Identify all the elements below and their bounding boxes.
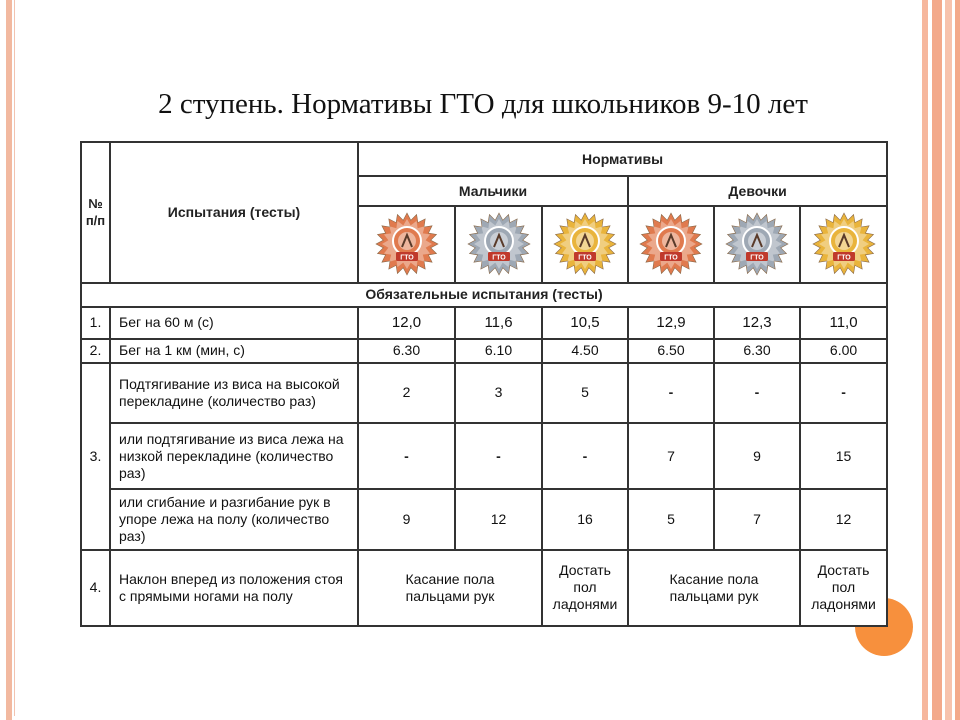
badge-cell: [358, 206, 455, 282]
silver-badge-icon: [466, 211, 532, 277]
svg-text:ГТО: ГТО: [664, 254, 678, 262]
gold-badge-icon: [811, 211, 877, 277]
test-name: Подтягивание из виса на высокой перекладине (количество раз): [110, 363, 358, 423]
row-num: 4.: [81, 550, 110, 626]
header-norms: Нормативы: [358, 142, 887, 176]
bronze-badge-icon: [638, 211, 704, 277]
value-cell: 9: [358, 489, 455, 549]
value-cell: 9: [714, 423, 800, 489]
value-cell: 6.00: [800, 339, 887, 363]
value-cell: 7: [628, 423, 714, 489]
test-name: или сгибание и разгибание рук в упоре лежа на полу (количество раз): [110, 489, 358, 549]
value-cell: 6.30: [714, 339, 800, 363]
value-cell-merged: Касание пола пальцами рук: [358, 550, 542, 626]
value-cell: 10,5: [542, 307, 628, 339]
value-cell: 12,3: [714, 307, 800, 339]
value-cell: -: [714, 363, 800, 423]
badge-cell: [542, 206, 628, 282]
table-row: [81, 307, 887, 339]
header-girls: Девочки: [628, 176, 887, 206]
gold-badge-icon: [552, 211, 618, 277]
value-cell: 11,6: [455, 307, 542, 339]
header-num: № п/п: [81, 142, 110, 283]
value-cell: -: [455, 423, 542, 489]
badge-cell: [455, 206, 542, 282]
table-row: [81, 550, 887, 626]
table-row: [81, 339, 887, 363]
gto-norms-table: [80, 141, 888, 627]
svg-text:ГТО: ГТО: [750, 254, 764, 262]
section-mandatory: Обязательные испытания (тесты): [81, 283, 887, 307]
slide-title: 2 ступень. Нормативы ГТО для школьников 9-10 лет: [158, 88, 808, 120]
bronze-badge-icon: [374, 211, 440, 277]
value-cell: -: [542, 423, 628, 489]
value-cell: 16: [542, 489, 628, 549]
value-cell: 5: [542, 363, 628, 423]
test-name: Бег на 1 км (мин, с): [110, 339, 358, 363]
value-cell: 7: [714, 489, 800, 549]
value-cell: Достать пол ладонями: [542, 550, 628, 626]
value-cell: Достать пол ладонями: [800, 550, 887, 626]
value-cell: 6.50: [628, 339, 714, 363]
svg-text:ГТО: ГТО: [491, 254, 506, 262]
test-name: Наклон вперед из положения стоя с прямыми ногами на полу: [110, 550, 358, 626]
row-num: 2.: [81, 339, 110, 363]
row-num: 1.: [81, 307, 110, 339]
value-cell: 12,9: [628, 307, 714, 339]
value-cell: 6.30: [358, 339, 455, 363]
value-cell: 12,0: [358, 307, 455, 339]
table-row: [81, 423, 887, 489]
value-cell: 5: [628, 489, 714, 549]
badge-cell: [628, 206, 714, 282]
badge-cell: [714, 206, 800, 282]
value-cell: 3: [455, 363, 542, 423]
value-cell: 4.50: [542, 339, 628, 363]
value-cell: 11,0: [800, 307, 887, 339]
value-cell: 12: [800, 489, 887, 549]
test-name: или подтягивание из виса лежа на низкой перекладине (количество раз): [110, 423, 358, 489]
header-boys: Мальчики: [358, 176, 628, 206]
badge-cell: [800, 206, 887, 282]
table-row: [81, 489, 887, 549]
table-row: [81, 363, 887, 423]
value-cell-merged: Касание пола пальцами рук: [628, 550, 800, 626]
svg-text:ГТО: ГТО: [836, 254, 851, 262]
value-cell: -: [358, 423, 455, 489]
row-num: 3.: [81, 363, 110, 550]
test-name: Бег на 60 м (с): [110, 307, 358, 339]
value-cell: 12: [455, 489, 542, 549]
value-cell: 2: [358, 363, 455, 423]
header-test: Испытания (тесты): [110, 142, 358, 283]
svg-text:ГТО: ГТО: [399, 254, 414, 262]
value-cell: 15: [800, 423, 887, 489]
value-cell: -: [628, 363, 714, 423]
silver-badge-icon: [724, 211, 790, 277]
value-cell: 6.10: [455, 339, 542, 363]
svg-text:ГТО: ГТО: [578, 254, 592, 262]
value-cell: -: [800, 363, 887, 423]
